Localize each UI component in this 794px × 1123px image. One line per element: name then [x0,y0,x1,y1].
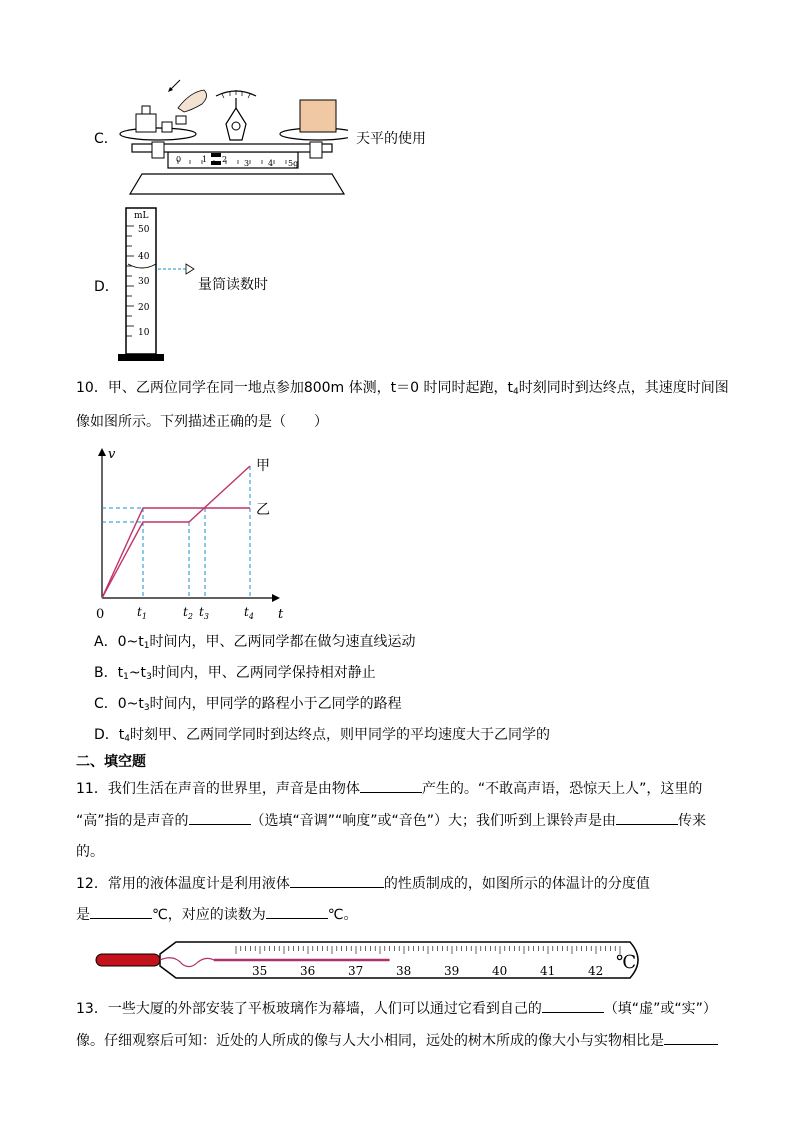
q11-blank-2[interactable] [189,810,251,825]
thermometer-label: 42 [588,964,604,978]
q10-text: 10．甲、乙两位同学在同一地点参加800m 体测，t＝0 时同时起跑，t [76,380,513,396]
option-d-label: D． [94,279,119,295]
axis-v-label: v [108,447,116,462]
q10-a-post: 时间内，甲、乙两同学都在做匀速直线运动 [149,634,416,650]
q13-line1 [76,998,717,1019]
option-d-caption: 量筒读数时 [198,277,268,293]
q11-text-e: 传来 [678,813,707,829]
q12-text-b: 的性质制成的，如图所示的体温计的分度值 [383,876,650,892]
q10-c-sub: 3 [143,703,150,713]
axis-t-label: t [278,607,284,622]
q10-option-b[interactable] [94,663,376,687]
q10-a-sub: 1 [143,641,150,651]
q10-a-pre: A．0~t [94,634,144,650]
q10-b-sub2: 3 [146,672,152,682]
q10-sub: 4 [512,387,519,397]
q12-blank-3[interactable] [266,904,328,919]
q13-text-b: （填“虚”或“实”） [603,1001,717,1017]
t2-label: $t_2$ [183,605,193,621]
graduated-cylinder [118,204,208,364]
q12-blank-1[interactable] [290,873,384,888]
q11-text-d: （选填“音调”“响度”或“音色”）大；我们听到上课铃声是由 [250,813,617,829]
q12-blank-2[interactable] [90,904,152,919]
thermometer-unit: ℃ [616,952,637,973]
q12-line1 [76,873,650,894]
option-c-caption: 天平的使用 [356,131,426,147]
t1-label: $t_1$ [137,605,147,621]
thermometer-label: 39 [444,964,460,978]
balance-illustration [118,78,348,198]
series-yi-label: 乙 [256,502,270,518]
q11-text-c: “高”指的是声音的 [76,813,189,829]
clinical-thermometer [94,936,654,984]
q13-blank-2[interactable] [664,1030,718,1045]
balance-tick: 5g [288,159,299,168]
t4-label: $t_4$ [244,605,254,621]
q11-blank-1[interactable] [360,778,422,793]
thermometer-label: 36 [300,964,316,978]
q10-c-post: 时间内，甲同学的路程小于乙同学的路程 [149,696,402,712]
q11-line3: 的。 [76,844,104,860]
balance-tick: 1 [202,155,208,164]
q11-line1 [76,778,702,799]
q10-b-mid: ~t [128,665,147,681]
q10-b-sub1: 1 [123,672,129,682]
balance-tick: 0 [176,155,182,164]
q12-text-e: ℃。 [327,907,358,923]
thermometer-label: 37 [348,964,364,978]
cylinder-tick: 20 [138,303,150,313]
q10-d-sub: 4 [124,734,131,744]
q10-line2: 像如图所示。下列描述正确的是（ ） [76,414,328,430]
q12-text-a: 12．常用的液体温度计是利用液体 [76,876,290,892]
q10-option-c[interactable] [94,694,402,718]
q13-line2 [76,1030,718,1051]
option-c-label: C． [94,131,118,147]
q11-blank-3[interactable] [616,810,678,825]
cylinder-tick: 10 [138,328,150,338]
q10-option-d[interactable] [94,725,550,749]
q12-text-c: 是 [76,907,90,923]
q12-line2 [76,904,357,925]
q10-d-post: 时刻甲、乙两同学同时到达终点，则甲同学的平均速度大于乙同学的 [130,727,551,743]
balance-tick: 2 [222,155,228,164]
q11-line2 [76,810,706,831]
q10-option-a[interactable] [94,632,415,656]
thermometer-label: 35 [252,964,268,978]
balance-tick: 4 [268,159,274,168]
series-jia-label: 甲 [256,458,270,474]
q10-b-pre: B．t [94,665,124,681]
t3-label: $t_3$ [199,605,209,621]
q10-line1 [76,378,729,402]
origin-label: 0 [96,607,105,622]
q10-text-end: 时刻同时到达终点，其速度时间图 [518,380,729,396]
balance-tick: 3 [244,159,250,168]
thermometer-label: 38 [396,964,412,978]
thermometer-label: 41 [540,964,556,978]
cylinder-tick: 50 [138,225,150,235]
q10-d-pre: D．t [94,727,125,743]
q10-b-post: 时间内，甲、乙两同学保持相对静止 [151,665,376,681]
q11-text-b: 产生的。“不敢高声语，恐惊天上人”，这里的 [421,781,703,797]
q13-text-a: 13．一些大厦的外部安装了平板玻璃作为幕墙，人们可以通过它看到自己的 [76,1001,542,1017]
q11-text-a: 11．我们生活在声音的世界里，声音是由物体 [76,781,360,797]
q13-blank-1[interactable] [542,998,604,1013]
cylinder-tick: 40 [138,252,150,262]
velocity-time-graph [88,446,298,626]
q13-text-c: 像。仔细观察后可知：近处的人所成的像与人大小相同，远处的树木所成的像大小与实物相比是 [76,1033,664,1049]
q10-c-pre: C．0~t [94,696,144,712]
cylinder-unit: mL [134,211,149,221]
q12-text-d: ℃，对应的读数为 [152,907,266,923]
section-heading: 二、填空题 [76,754,146,770]
thermometer-label: 40 [492,964,508,978]
cylinder-tick: 30 [138,277,150,287]
